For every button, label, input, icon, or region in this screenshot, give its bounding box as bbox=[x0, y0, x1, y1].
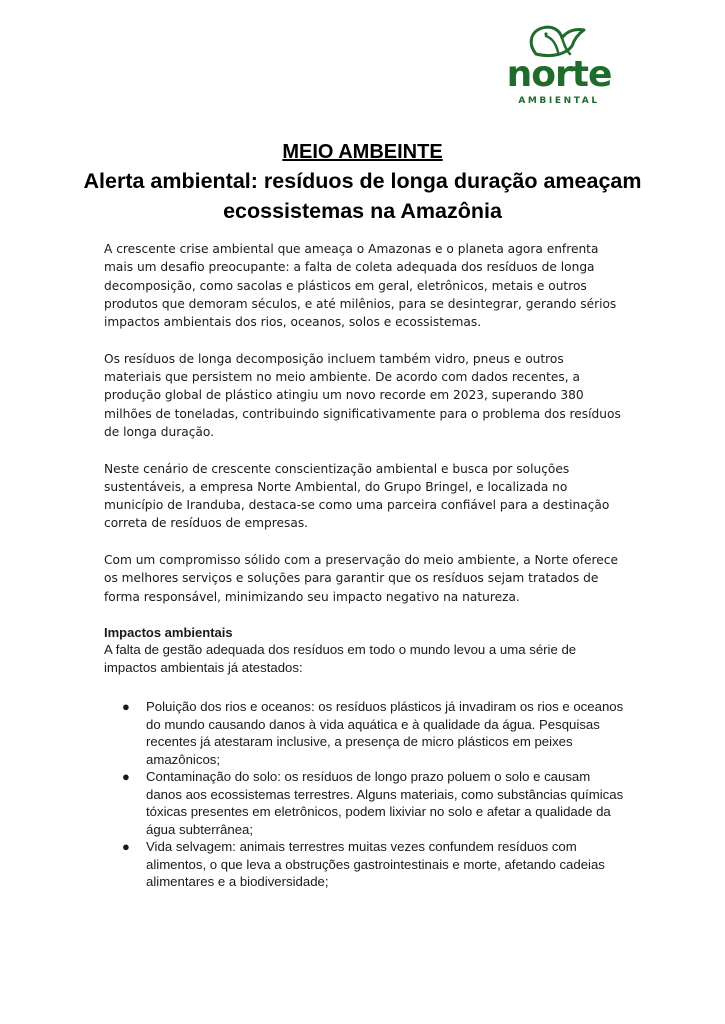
company-logo bbox=[500, 24, 618, 108]
list-item-text: Contaminação do solo: os resíduos de longo prazo poluem o solo e causam danos aos ecossistemas terrestres. Alguns materiais, como substâncias químicas tóxicas presentes em eletrônicos, podem lixiviar no solo e afetar a qualidade da água subterrânea; bbox=[146, 769, 624, 837]
list-item bbox=[122, 698, 624, 768]
paragraph: A crescente crise ambiental que ameaça o Amazonas e o planeta agora enfrenta mais um desafio preocupante: a falta de coleta adequada dos resíduos de longa decomposição, como sacolas e plásticos em geral, eletrônicos, metais e outros produtos que demoram séculos, e até milênios, para se desintegrar, gerando sérios impactos ambientais dos rios, oceanos, solos e ecossistemas. bbox=[104, 242, 617, 330]
list-item-text: Vida selvagem: animais terrestres muitas vezes confundem resíduos com alimentos, o que leva a obstruções gastrointestinais e morte, afetando cadeias alimentares e a biodiversidade; bbox=[146, 839, 605, 890]
section-label: MEIO AMBEINTE bbox=[282, 141, 443, 163]
list-item bbox=[122, 838, 624, 891]
list-item-text: Poluição dos rios e oceanos: os resíduos plásticos já invadiram os rios e oceanos do mundo causando danos à vida aquática e à qualidade da água. Pesquisas recentes já atestaram inclusive, a presença de micro plásticos em peixes amazônicos; bbox=[146, 699, 624, 767]
list-item bbox=[122, 768, 624, 838]
article-body bbox=[104, 240, 624, 891]
bullet-icon: ● bbox=[122, 769, 130, 785]
article-headline: Alerta ambiental: resíduos de longa duração ameaçam ecossistemas na Amazônia bbox=[83, 169, 642, 223]
impacts-intro: A falta de gestão adequada dos resíduos em todo o mundo levou a uma série de impactos ambientais já atestados: bbox=[104, 642, 577, 675]
bullet-icon: ● bbox=[122, 699, 130, 715]
paragraph: Com um compromisso sólido com a preservação do meio ambiente, a Norte oferece os melhores serviços e soluções para garantir que os resíduos sejam tratados de forma responsável, minimizando seu impacto negativo na natureza. bbox=[104, 553, 618, 604]
paragraph: Neste cenário de crescente conscientização ambiental e busca por soluções sustentáveis, a empresa Norte Ambiental, do Grupo Bringel, e localizada no município de Iranduba, destaca-se como uma parceira confiável para a destinação correta de resíduos de empresas. bbox=[104, 461, 610, 531]
logo-wordmark: norte bbox=[506, 54, 612, 95]
impacts-list bbox=[104, 698, 624, 891]
paragraph: Os resíduos de longa decomposição incluem também vidro, pneus e outros materiais que persistem no meio ambiente. De acordo com dados recentes, a produção global de plástico atingiu um novo recorde em 2023, superando 380 milhões de toneladas, contribuindo significativamente para o problema dos resíduos de longa duração. bbox=[104, 351, 621, 439]
impacts-heading: Impactos ambientais bbox=[104, 625, 233, 641]
bullet-icon: ● bbox=[122, 839, 130, 855]
logo-subtitle: AMBIENTAL bbox=[518, 96, 600, 106]
